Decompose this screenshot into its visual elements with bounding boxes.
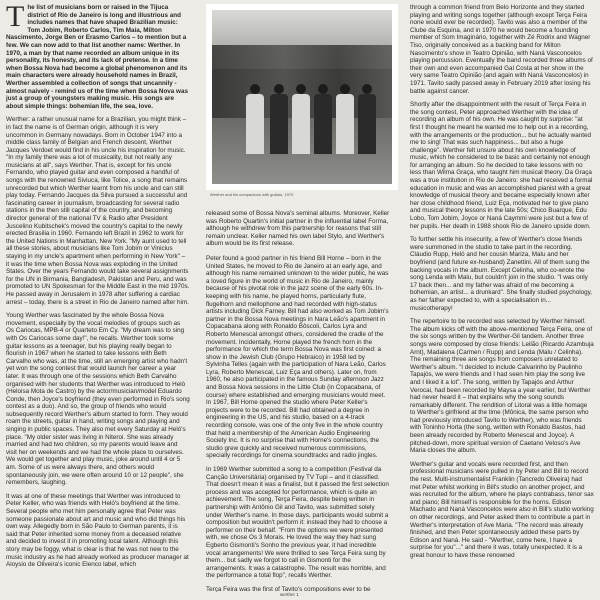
- body-paragraph: released some of Bossa Nova's seminal albums. Moreover, Keller was Roberto Quartin's initial partner in the influential label Forma, although he withdrew from this partnership for reasons that still remain unclear. Keller named his own label Stylo, and Werther's album would be its first release.: [206, 210, 390, 248]
- photo-figure: [358, 84, 376, 154]
- photo-figure: [246, 84, 264, 154]
- drop-cap: T: [6, 4, 25, 33]
- page-footer: werther 1: [280, 592, 299, 597]
- column-right: [410, 4, 594, 592]
- body-paragraph: It was at one of these meetings that Werther was introduced to Peter Keller, who was friends with Heló's boyfriend at the time. Several people who met him personally agree that Peter was someone passionate about art and music and who did things his own way. Allegedly born in São Paulo to German parents, it is said that Peter inherited some money from a deceased relative and decided to invest it in promoting local talent. Although this story may be foggy, what is clear is that he was not new to the music industry as he had already worked as producer manager at Aloysio de Oliveira's iconic Elenco label, which: [6, 492, 189, 569]
- body-paragraph: The repertoire to be recorded was selected by Werther himself. The album kicks off with the above-mentioned Terça Feira, one of the six songs written by the Werther-Gil tandem. Another three songs were composed by close friends: Leilão (Ricardo Azambuja Arnt), Madalena (Carmen / Rupp) and Lenda (Malu / Celinha). The remaining three are songs from composers unrelated to Werther's album. "I decided to include Calvarinho by Paulinho Tapajós, we were friends and I had seen him play the song live and I liked it a lot". The song, written by Tapajós and Arthur Verocai, had been recorded by Maysa a year earlier, but Werther had never heard it – that explains why the song sounds remarkably different. The rendition of Litoral was a little homage to Werther's girlfriend at the time (Mônica, the same person who had previously introduced Tavito to Werther), who was friends with Toninho Horta (the song, written with Ronaldo Bastos, had been already recorded by Roberto Menescal and Joyce). A pitched-down, more spiritual version of Caetano Veloso's Ave Maria closes the album.: [410, 318, 594, 455]
- photo-figure: [336, 84, 354, 154]
- body-paragraph: Terça Feira was the first of Tavito's compositions ever to be: [206, 585, 371, 592]
- body-paragraph: Werther's guitar and vocals were recorded first, and then professional musicians were pulled in by Peter and Bill to record the rest. Multi-instrumentalist Franklin (Tancredo Oliveira) had met Peter whilst working in Bill's studio on another project, and was recruited for the album, where he plays contrabass, tenor sax and piano; Bill himself is responsible for the horns. Edison Machado and Naná Vasconcelos were also in Bill's studio working on other recordings, and Peter asked them to contribute a part in Werther's interpretation of Ave Maria. "The record was already finished, and then Peter spontaneously added these parts by Edison and Naná. He said - "Werther, come here, I have a surprise for you"..." and there it was, totally unexpected. It is a great honour to have these renowned: [410, 460, 594, 559]
- body-paragraph: To further settle his insecurity, a few of Werther's close friends were summoned in the studio to take part in the recording. Cláudio Rupp, Heló and her cousin Mariza, Malu and her boyfriend (and future ex-husband) Zanettini. All of them sung the backing vocals in the album. Except Celinha, who co-wrote the song Lenda with Malu, but couldn't join in the studio. "I was only 17 back then... and my father was afraid of me becoming a bohemian, an artist... a drunkard". She finally studied psychology, as her father expected to, with a specialisation in... musicotherapy!: [410, 236, 593, 312]
- body-paragraph: Werther: a rather unusual name for a Brazilian, you might think – in fact the name is of German origin, although it is very uncommon in Germany nowadays. Born in October 1947 into a middle class family of Belgian and French descent, Werther Jacques Verdoet would find in his uncle his inspiration for music. "In my family there was a lot of musicality, but not really any musicians at all", says Werther. That is, except for his uncle Fernando, who played guitar and even composed a handful of songs with the renowned Siviuca, like Tolice, a song that remains unrecorded but which Werther learnt from his uncle and can still play today. Fernando Jacques da Silva pursued a successful and fascinating career in journalism, broadcasting for several radio stations in the then still capital of the country, and becoming director general of the national TV & Radio after President Juscelino Kubitschek's moved the country's capital to the newly erected Brasilia in 1960. Fernando left Brazil in 1962 to work for the United Nations in Manhattan, New York. "My aunt used to tell all these stories, about musicians like Tom Jobim or Vinicius staying in my uncle's apartment when performing in New York" – it was the time when Bossa Nova was exploding in the United States. Over the years Fernando would take several assignments for the UN in Birmania, Bangladesh, Pakistan and Peru, and was promoted to UN Spokesman for the Middle East in the mid 1970s. He passed away in Jerusalem in 1978 after suffering a cardiac arrest – today, there is a street in Rio de Janeiro named after him.: [6, 116, 190, 306]
- photo-figure: [292, 84, 310, 154]
- intro-text: he list of musicians born or raised in the Tijuca district of Rio de Janeiro is long and illustrious and includes names that have shaped Brazilian music: Tom Jobim, Roberto Carlos, Tim Maia, Milton Nascimento, Jorge Ben or Erasmo Carlos – to mention but a few. We can now add to that list another name: Werther. In 1970, a man by that name recorded an album unique in its personality, its honesty, and its lack of pretense. In a time when Bossa Nova had become a global phenomenon and its main characters were already household names in Brazil, Werther assembled a collection of songs that uncannily - almost naively - remind us of the time when Bossa Nova was just a group of youngsters making music. His songs are about simple things: bohemian life, the sea, love.: [6, 4, 188, 110]
- band-photo: [206, 4, 398, 190]
- body-paragraph: In 1969 Werther submitted a song to a competition (Festival da Canção Universitária) organised by TV Tupi – and it classified. That doesn't mean it was a finalist, but it passed the first selection process and was accepted for performance, which is quite an achievement. The song, Terça Feira, despite being written in partnership with Antônio Gil and Tavito, was submitted solely under Werther's name. In those days, participants would submit a composition but wouldn't perform it: instead they had to choose a performer on their behalf. "From the options we were presented with, we chose Os 3 Morais. He loved the way they had sung Egberto Gismonti's Sonho the previous year, it had incredible vocal arrangements! We were thrilled to see Terça Feira sung by them... but sadly we forgot to call in Gismonti for the arrangements. It was a catastrophe. The result was horrible, and the performance a total flop", recalls Werther.: [206, 466, 389, 580]
- body-paragraph: Shortly after the disappointment with the result of Terça Feira in the song contest, Peter approached Werther with the idea of recording an album of his own. He was caught by surprise: "at first I thought he meant he wanted me to help out in a recording, with the arrangements or the production... but he actually wanted me to sing! That was such happiness... but also a huge challenge". Werther felt unsure about his own knowledge of music, which he considered to be basic and certainly not enough for arranging an album. So he decided to take lessons with no less than Wilma Graça, who taught him musical theory. Da Graça was a true institution in Rio de Janeiro: she had received a formal education in music and was an accomplished pianist with a great knowledge of musical theory and became especially known after her close childhood friend, Luiz Eça, motivated her to give piano and musical theory lessons in the late 50s; Chico Buarque, Edu Lobo, Tom Jobim, Joyce or Naná Caymmi were just but a few of her pupils. Her death in 1988 shook Rio de Janeiro upside down.: [410, 101, 593, 230]
- intro-paragraph: [6, 4, 190, 110]
- photo-caption: Werther and his companions with guitars, 1970: [210, 192, 294, 197]
- photo-figure: [314, 84, 332, 154]
- photo-figure: [270, 84, 288, 154]
- column-middle: [206, 210, 390, 592]
- body-paragraph: through a common friend from Belo Horizonte and they started playing and writing songs together (although except Terça Feira none would ever be recorded). Tavito was also a member of the Clube da Esquina, and in 1970 he would become a founding member of Som Imaginário, together with Zé Rodrix and Wagner Tiso, originally conceived as a backing band for Milton Nascimento's show in Teatro Opinião, with Naná Vasconcelos playing percussion. Eventually the band recorded three albums of their own and even accompanied Gal Costa at her show in the very same Teatro Opinião (and again with Naná Vasconcelos) in 1971. Tavito sadly passed away in February 2019 after losing his battle against cancer.: [410, 4, 593, 95]
- body-paragraph: Young Werther was fascinated by the whole Bossa Nova movement, especially by the vocal melodies of groups such as Os Cariocas, MPB-4 or Quarteto Em Cy. "My dream was to sing with Os Cariocas some day!", he recalls. Werther took some guitar lessons as a teenager, but his playing really began to flourish in 1967 when he started to take lessons with Beth Carvalho who was, at the time, still an emerging artist who hadn't yet won the song contest that would launch her career a year later. It was through one of the sessions which Beth Carvalho organised with her students that Werther was introduced to Heló (Heloisa Mota de Castro) by the actor/musician/model Eduardo Conde, then Joyce's boyfriend (they even performed in Rio's song contest as a duo). And so, the group of friends who would subsequently record Werther's album started to form. They would roam the streets, guitar in hand, writing songs and playing and singing in public spaces. They also met every Saturday at Heló's place. "My older sister was living in Niteroi. She was already married and had two children, so my parents would leave and visit her on weekends and we had the whole place to ourselves. We would get together and play music, joke around until 4 or 5 am. Some of us were always there, and others would spontaneously join, we were often around 10 or 12 people", she remembers, laughing.: [6, 312, 190, 487]
- body-paragraph: Peter found a good partner in his friend Bill Horne – born in the United States, he moved to Rio de Janeiro at an early age, and although his name remained unknown to the wider public, he was a loved figure in the world of music in Rio de Janeiro, mainly because of his pivotal role in the jazz scene of the early 60s. In-keeping with his name, he played horns, particularly flute, flugelhorn and mellophone and had recorded with high-status artists including Dick Farney. Bill had also worked as Tom Jobim's partner in the Bossa Nova meetings in Nara Leão's apartment in Copacabana along with Ronaldo Bôscoli, Carlos Lyra and Roberto Menescal amongst others, considered the cradle of the movement. Incidentally, Horne played the french horn in the performance for which the term Bossa Nova was first coined: a show in the Jewish Club (Grupo Hebraico) in 1958 led by Sylvinha Telles (again with the participation of Nara Leão, Carlos Lyra, Roberto Menescal, Luiz Eça and others). Later on, from 1960, he also participated in the famous Sunday afternoon Jazz and Bossa Nova sessions in the Little Club (in Copacabana, of course) where established and emerging musicians would meet. In 1967, Bill Horne opened the studio where Peter Keller's projects were to be recorded. Bill had obtained a degree in engineering in the US, and his studio, based on a 4-track recording console, was one of the only five in the whole country that held a membership of the American Audio Engineering Society Inc. It is no surprise that with Horne's connections, the studio grew quickly and received numerous commissions, specially recordings for cinema soundtracks and radio jingles.: [206, 254, 389, 460]
- column-left: [6, 4, 190, 592]
